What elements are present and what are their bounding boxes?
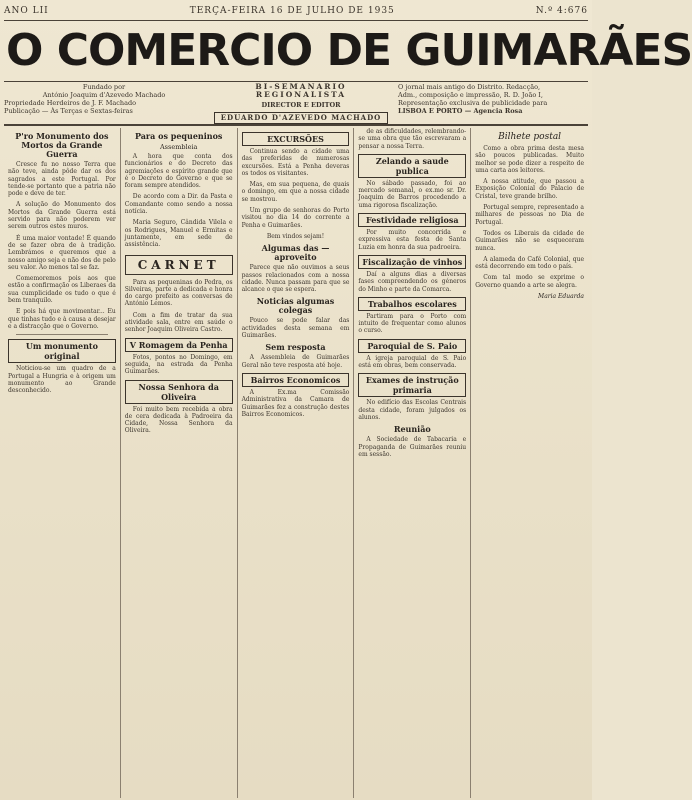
founded-by: Fundado por <box>82 83 126 91</box>
article-paragraph: No edifício das Escolas Centrais desta cidade, foram julgados os alunos. <box>358 399 467 421</box>
article-paragraph: Continua sendo a cidade uma das preferidas de numerosas excursões. Está a Penha deveras os todos os visitantes. <box>241 148 350 177</box>
founder-name: António Joaquim d'Azevedo Machado <box>42 91 166 99</box>
right-info-1: O jornal mais antigo do Distrito. Redacção, <box>398 83 541 91</box>
article-paragraph: Pouco se pode falar das actividades desta semana em Guimarães. <box>241 317 350 340</box>
article-title-school: Trabalhos escolares <box>358 297 466 311</box>
divider <box>16 334 108 335</box>
article-paragraph: Todos os Liberais da cidade de Guimarães não se esqueceram nunca. <box>475 229 584 252</box>
right-info-block <box>398 83 588 124</box>
article-paragraph: Comemoremos pois aos que estão a confirmação os Liberaes da sua cumplicidade os tudo o que é bem tranquilo. <box>8 275 116 305</box>
column-4 <box>354 128 471 798</box>
article-title-some: Algumas das — aproveito <box>261 243 330 263</box>
article-paragraph: Foi muito bem recebida a obra de cera dedicada à Padroeira da Cidade, Nossa Senhora da Oliveira. <box>124 405 233 435</box>
article-title-children: Para os pequeninos <box>134 131 223 141</box>
article-paragraph: No sábado passado, foi ao mercado semanal, o ex.mo sr. Dr. Joaquim de Barros procedendo a uma rigorosa fiscalização. <box>358 179 467 209</box>
article-title-religious: Festividade religiosa <box>358 213 466 227</box>
year-label: ANO LII <box>4 6 49 16</box>
article-title-meeting: Reunião <box>393 424 431 435</box>
article-paragraph: Daí a alguns dias a diversas fases compreendendo os géneros do Minho e parte da Comarca. <box>358 270 467 293</box>
article-paragraph: A hora que conta dos funcionários e do Decreto das agremiações e espírito grande que é o Decreto do Governo e que se foram sempre atendidos. <box>124 153 233 190</box>
article-paragraph: Mas, em sua pequena, de quais o domingo, em que a nossa cidade se mostrou. <box>241 181 350 203</box>
article-title-parish: Paroquial de S. Paio <box>358 339 466 353</box>
subtitle: BI-SEMANARIO REGIONALISTA <box>255 82 347 99</box>
right-info-2: Adm., composição e impressão, R. D. João I, <box>398 91 543 99</box>
column-5 <box>471 128 588 798</box>
column-3 <box>238 128 355 798</box>
date-label: TERÇA-FEIRA 16 DE JULHO DE 1935 <box>189 6 395 16</box>
top-rule <box>4 20 588 21</box>
article-title-excursions: EXCURSÕES <box>242 132 350 146</box>
article-paragraph: E pois há que movimentar... Eu que tinhas tudo e à causa a desejar e a distracção que o Governo. <box>8 308 116 330</box>
article-paragraph: Por muito concorrida e expressiva esta festa de Santa Luzia em honra da sua padroeira. <box>358 229 467 251</box>
article-paragraph: Portugal sempre, representado a milhares de pessoas no Dia de Portugal. <box>475 204 584 226</box>
article-title-original-monument: Um monumento original <box>8 339 116 363</box>
article-paragraph: A Assembleia de Guimarães Geral não teve resposta até hoje. <box>241 354 350 369</box>
article-title-bairros: Bairros Economicos <box>242 373 350 387</box>
article-title-penha: V Romagem da Penha <box>125 338 233 352</box>
article-paragraph: De acordo com a Dir. da Pasta e Comandante como sendo a nossa notícia. <box>124 193 233 216</box>
article-paragraph: Fotos, pontos no Domingo, em seguida, na estrada da Penha Guimarães. <box>124 353 233 376</box>
article-paragraph: A nossa atitude, que passou a Exposição Colonial do Palacio de Cristal, teve grande brilho. <box>475 178 584 200</box>
article-paragraph: Para as pequeninas do Pedra, os Silveiras, parte a dedicada e honra do cargo prefeito as conversas de António Lemos. <box>124 278 233 308</box>
article-title-exams: Exames de instrução primaria <box>358 373 466 397</box>
top-info-line <box>4 4 588 18</box>
carnet-heading: CARNET <box>125 255 233 275</box>
article-paragraph: Cresce fu no nosso Terra que não teve, ainda pôde dar os dos sagrados a este Portugal. Por tende-se portanto que a patria não pode e deve de ter. <box>8 161 116 198</box>
article-title-health: Zelando a saude publica <box>358 154 466 178</box>
article-columns <box>4 128 588 798</box>
article-title-oliveira: Nossa Senhora da Oliveira <box>125 380 233 404</box>
article-paragraph: A Ex.ma Comissão Administrativa da Camara de Guimarães fez a construção destes Bairros Economicos. <box>241 388 350 418</box>
article-paragraph: Noticiou-se um quadro de a Portugal a Hungria e à origem um monumento ao Grande desconhecido. <box>8 365 116 395</box>
signature: Maria Eduarda <box>538 293 584 301</box>
publication-line: Publicação — Às Terças e Sextas-feiras <box>4 107 133 115</box>
issue-number: N.º 4:676 <box>535 6 588 16</box>
article-title-postcard: Bilhete postal <box>498 132 562 142</box>
article-paragraph: Com tal modo se exprime o Governo quando a arte se alegra. <box>475 274 584 289</box>
article-paragraph: Parece que não ouvimos a seus passos relacionados com a nossa cidade. Nunca passam para que se alcance o que se espera. <box>241 264 350 294</box>
article-title-wines: Fiscalização de vinhos <box>358 255 466 269</box>
director-label: DIRECTOR E EDITOR <box>261 101 341 109</box>
article-paragraph: Um grupo de senhoras do Porto visitou no dia 14 do corrente a Penha e Guimarães. <box>241 207 350 229</box>
article-subtitle: Assembleia <box>159 143 198 151</box>
column-1 <box>4 128 121 798</box>
founder-block <box>4 83 204 124</box>
article-paragraph: É uma maior vontade! É quando de se fazer obra de à tradição. Lembrámos e queremos que a nosso amigo seja e não dos de pelo seu valor. Ao menos tal se faz. <box>8 234 116 271</box>
article-title-news: Noticias algumas colegas <box>256 296 335 316</box>
column-2 <box>121 128 238 798</box>
columns-top-rule <box>4 124 588 126</box>
director-block <box>210 83 392 124</box>
article-paragraph: A solução do Monumento dos Mortos da Grande Guerra está servido para não poderem ver serem outros estes muros. <box>8 201 116 231</box>
under-header <box>4 83 588 121</box>
article-paragraph: Maria Seguro, Cândida Vilela e os Rodrigues, Manuel e Ermitas e juntamente, em sede de assistência. <box>124 219 233 249</box>
article-paragraph: Como a obra prima desta mesa são poucos publicadas. Muito melhor se pode dizer a respeito de uma carta aos leitores. <box>475 145 584 174</box>
article-paragraph: Partiram para o Porto com intuito de frequentar como alunos o curso. <box>358 312 467 335</box>
article-paragraph: Bem vindos sejam! <box>266 232 325 240</box>
masthead-title: O COMERCIO DE GUIMARÃES <box>6 25 692 76</box>
director-name: EDUARDO D'AZEVEDO MACHADO <box>214 112 389 124</box>
article-paragraph: A Sociedade de Tabacaria e Propaganda de Guimarães reuniu em sessão. <box>358 436 467 458</box>
right-info-4: LISBOA E PORTO — Agencia Rosa <box>398 107 523 115</box>
article-paragraph: A igreja paroquial de S. Paio está em obras, bem conservada. <box>358 354 467 370</box>
article-title-no-reply: Sem resposta <box>265 342 326 353</box>
article-paragraph: de as dificuldades, relembrando-se uma obra que tão escrevaram a pensar a nossa Terra. <box>358 128 467 150</box>
article-paragraph: A alameda do Café Colonial, que está decorrendo em todo o país. <box>475 255 584 271</box>
owner-line: Propriedade Herdeiros de J. F. Machado <box>4 99 137 107</box>
right-info-3: Representação exclusiva de publicidade para <box>398 99 548 107</box>
article-title-monument: P'ro Monumento dos Mortos da Grande Guerra <box>15 131 109 159</box>
article-paragraph: Com a fim de tratar da sua atividade sala, entre em saúde o senhor Joaquim Oliveira Castro. <box>124 311 233 334</box>
